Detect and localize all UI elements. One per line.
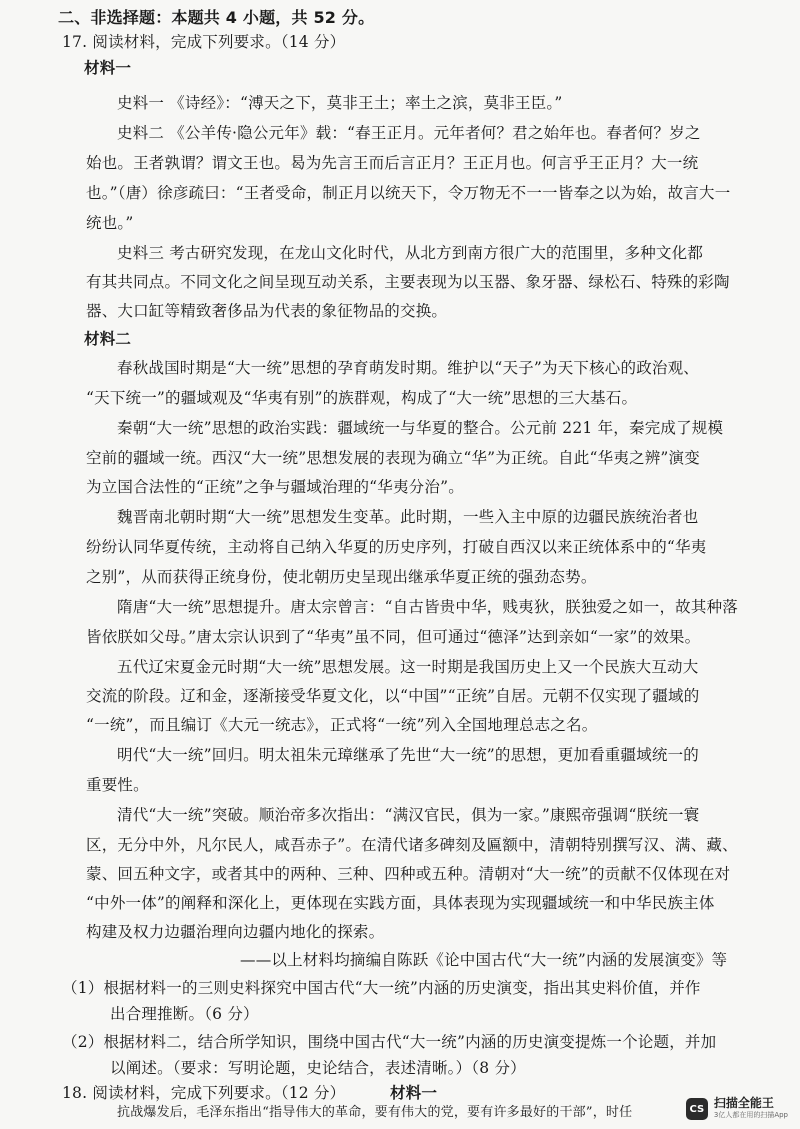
- m2-line: 空前的疆域一统。西汉“大一统”思想发展的表现为确立“华”为正统。自此“华夷之辨”演变: [86, 449, 700, 467]
- question-17-title: 17. 阅读材料，完成下列要求。（14 分）: [62, 33, 346, 51]
- m1-line: 始也。王者孰谓？谓文王也。曷为先言王而后言正月？王正月也。何言乎王正月？大一统: [86, 154, 699, 172]
- m1-line: 器、大口缸等精致奢侈品为代表的象征物品的交换。: [86, 302, 448, 320]
- watermark-title: 扫描全能王: [713, 1096, 774, 1110]
- q18-line1: 抗战爆发后，毛泽东指出“指导伟大的革命，要有伟大的党，要有许多最好的干部”，时任: [117, 1105, 633, 1120]
- q17-subquestion-2: （2）根据材料二，结合所学知识，围绕中国古代“大一统”内涵的历史演变提炼一个论题，并加: [62, 1033, 717, 1051]
- m2-line: 蒙、回五种文字，或者其中的两种、三种、四种或五种。清朝对“大一统”的贡献不仅体现在对: [86, 865, 731, 883]
- m2-line: 魏晋南北朝时期“大一统”思想发生变革。此时期，一些入主中原的边疆民族统治者也: [117, 508, 699, 526]
- m2-line: 清代“大一统”突破。顺治帝多次指出：“满汉官民，俱为一家。”康熙帝强调“朕统一寰: [117, 806, 700, 824]
- m2-line: 明代“大一统”回归。明太祖朱元璋继承了先世“大一统”的思想，更加看重疆域统一的: [117, 746, 699, 764]
- m1-line: 史料三 考古研究发现，在龙山文化时代，从北方到南方很广大的范围里，多种文化都: [117, 244, 704, 262]
- section-header: 二、非选择题：本题共 4 小题，共 52 分。: [58, 8, 375, 27]
- m2-line: 之别”，从而获得正统身份，使北朝历史呈现出继承华夏正统的强劲态势。: [86, 568, 597, 586]
- m2-line: 交流的阶段。辽和金，逐渐接受华夏文化，以“中国”“正统”自居。元朝不仅实现了疆域的: [86, 687, 700, 705]
- q17-subquestion-1: （1）根据材料一的三则史料探究中国古代“大一统”内涵的历史演变，指出其史料价值，并作: [62, 979, 701, 997]
- m2-line: 隋唐“大一统”思想提升。唐太宗曾言：“自古皆贵中华，贱夷狄，朕独爱之如一，故其种落: [117, 598, 738, 616]
- m2-line: “天下统一”的疆域观及“华夷有别”的族群观，构成了“大一统”思想的三大基石。: [86, 389, 638, 407]
- m2-line: 五代辽宋夏金元时期“大一统”思想发展。这一时期是我国历史上又一个民族大互动大: [117, 658, 699, 676]
- m2-line: “一统”，而且编订《大元一统志》，正式将“一统”列入全国地理总志之名。: [86, 716, 598, 734]
- m2-line: “中外一体”的阐释和深化上，更体现在实践方面，具体表现为实现疆域统一和中华民族主体: [86, 894, 715, 912]
- watermark-subtitle: 3亿人都在用的扫描App: [713, 1111, 788, 1119]
- q17-material2-label: 材料二: [84, 330, 132, 348]
- m2-line: 为立国合法性的“正统”之争与疆域治理的“华夷分治”。: [86, 478, 464, 496]
- m2-line: 皆依朕如父母。”唐太宗认识到了“华夷”虽不同，但可通过“德泽”达到亲如“一家”的效果。: [86, 628, 701, 646]
- q18-material1-label: 材料一: [390, 1084, 438, 1102]
- scanner-watermark: [686, 1097, 788, 1121]
- m2-line: 纷纷认同华夏传统，主动将自己纳入华夏的历史序列，打破自西汉以来正统体系中的“华夷: [86, 538, 707, 556]
- material-source: ——以上材料均摘编自陈跃《论中国古代“大一统”内涵的发展演变》等: [240, 951, 728, 969]
- q17-subquestion-2-cont: 以阐述。（要求：写明论题，史论结合，表述清晰。）（8 分）: [110, 1059, 526, 1077]
- m1-line: 史料一 《诗经》：“溥天之下，莫非王土；率土之滨，莫非王臣。”: [117, 94, 563, 112]
- m1-line: 有其共同点。不同文化之间呈现互动关系，主要表现为以玉器、象牙器、绿松石、特殊的彩陶: [86, 273, 730, 291]
- q17-subquestion-1-cont: 出合理推断。（6 分）: [110, 1005, 259, 1023]
- question-18-title: 18. 阅读材料，完成下列要求。（12 分）: [62, 1084, 346, 1102]
- m2-line: 构建及权力边疆治理向边疆内地化的探索。: [86, 923, 385, 941]
- camscanner-logo-icon: CS: [686, 1098, 708, 1120]
- q17-material1-label: 材料一: [84, 59, 132, 77]
- m2-line: 区，无分中外，凡尔民人，咸吾赤子”。在清代诸多碑刻及匾额中，清朝特别撰写汉、满、藏、: [86, 836, 738, 854]
- m1-line: 统也。”: [86, 214, 134, 232]
- m1-line: 也。”（唐）徐彦疏曰：“王者受命，制正月以统天下，令万物无不一一皆奉之以为始，故言大一: [86, 184, 731, 202]
- m2-line: 秦朝“大一统”思想的政治实践：疆域统一与华夏的整合。公元前 221 年，秦完成了规模: [117, 419, 724, 437]
- m2-line: 春秋战国时期是“大一统”思想的孕育萌发时期。维护以“天子”为天下核心的政治观、: [117, 359, 699, 377]
- m2-line: 重要性。: [86, 776, 149, 794]
- m1-line: 史料二 《公羊传·隐公元年》载：“春王正月。元年者何？君之始年也。春者何？岁之: [117, 124, 701, 142]
